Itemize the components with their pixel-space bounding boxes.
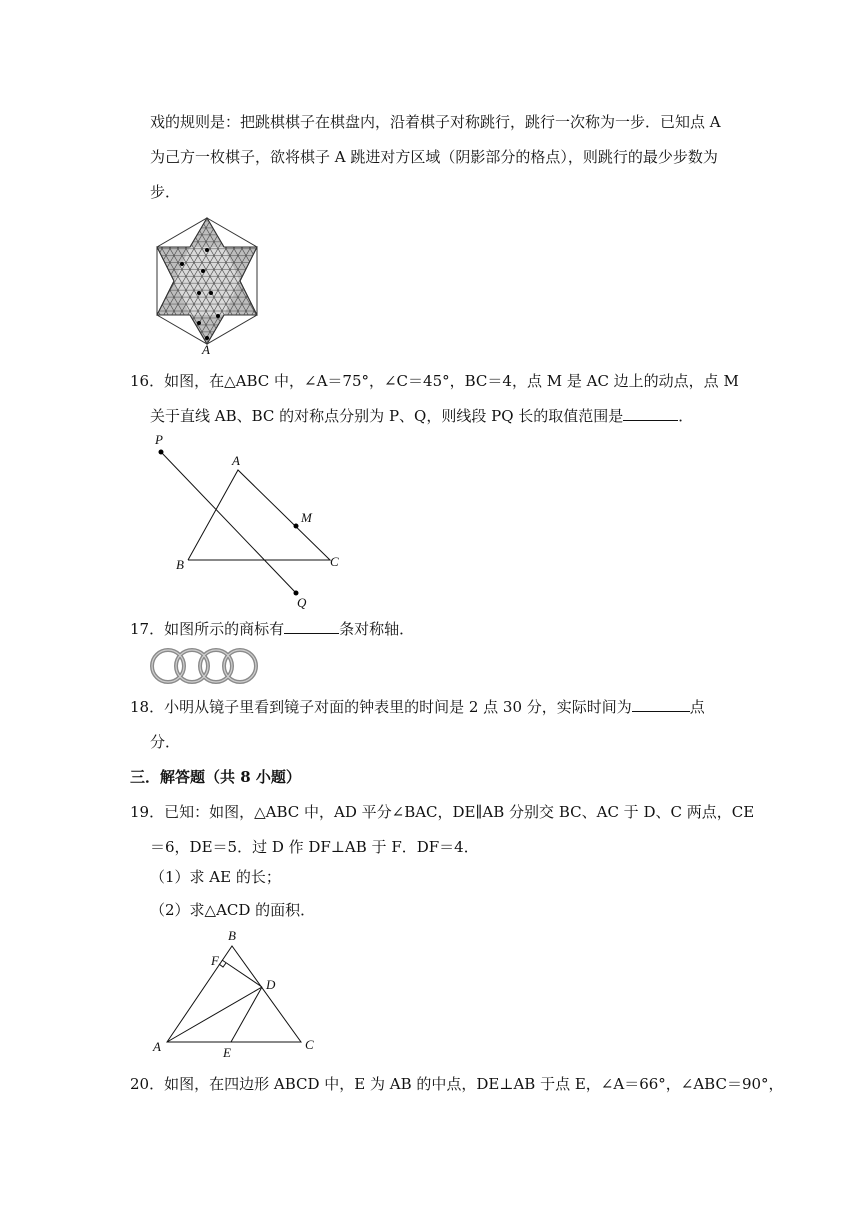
q18-text-a: 18．小明从镜子里看到镜子对面的钟表里的时间是 2 点 30 分，实际时间为 [130,698,632,716]
q19-line-1: 19．已知：如图，△ABC 中，AD 平分∠BAC，DE∥AB 分别交 BC、AC 于 D、C 两点，CE [130,803,755,821]
label-f: F [211,953,219,968]
q19-part-2: （2）求△ACD 的面积． [150,901,316,919]
label-q: Q [297,595,307,610]
q17-line [130,619,414,639]
checkers-label-a: A [202,342,210,356]
label-e: E [223,1045,231,1060]
label-a: A [153,1039,161,1054]
label-c: C [305,1037,314,1052]
triangle-reflection-figure [150,430,342,610]
triangle-bisector-svg [150,926,322,1062]
q20-line-1: 20．如图，在四边形 ABCD 中，E 为 AB 的中点，DE⊥AB 于点 E，∠A＝66°，∠ABC＝90°， [130,1075,784,1093]
q18-line-2: 分． [150,733,181,751]
four-rings-logo [148,646,260,686]
q16-line-2 [150,406,693,426]
label-p: P [155,432,163,447]
label-b: B [176,557,184,572]
q17-answer-blank [284,619,339,634]
four-rings-svg [148,646,260,686]
triangle-bisector-figure [150,926,322,1062]
q15-line-3: 步． [150,183,181,201]
q18-answer-blank [632,697,690,712]
q16-line-2-end: ． [678,407,694,425]
q16-line-2-text: 关于直线 AB、BC 的对称点分别为 P、Q，则线段 PQ 长的取值范围是 [150,407,624,425]
section-3-heading: 三．解答题（共 8 小题） [130,768,301,786]
q19-part-1: （1）求 AE 的长； [150,868,281,886]
q15-line-2: 为己方一枚棋子，欲将棋子 A 跳进对方区域（阴影部分的格点），则跳行的最少步数为 [150,148,718,166]
label-b: B [228,928,236,943]
q19-line-2: ＝6，DE＝5．过 D 作 DF⊥AB 于 F．DF＝4． [150,838,479,856]
label-a: A [232,453,240,468]
label-c: C [330,554,339,569]
q16-line-1: 16．如图，在△ABC 中，∠A＝75°，∠C＝45°，BC＝4，点 M 是 AC 边上的动点，点 M [130,372,739,390]
triangle-reflection-svg [150,430,342,610]
q17-text-b: 条对称轴． [339,620,415,638]
label-m: M [301,510,312,525]
q15-line-1: 戏的规则是：把跳棋棋子在棋盘内，沿着棋子对称跳行，跳行一次称为一步．已知点 A [150,113,721,131]
q17-text-a: 17．如图所示的商标有 [130,620,285,638]
checkers-board-figure [150,214,264,356]
q16-answer-blank [623,406,678,421]
checkers-board-svg [150,214,264,356]
label-d: D [266,977,276,992]
q18-text-b: 点 [689,698,705,716]
q18-line-1 [130,697,705,717]
